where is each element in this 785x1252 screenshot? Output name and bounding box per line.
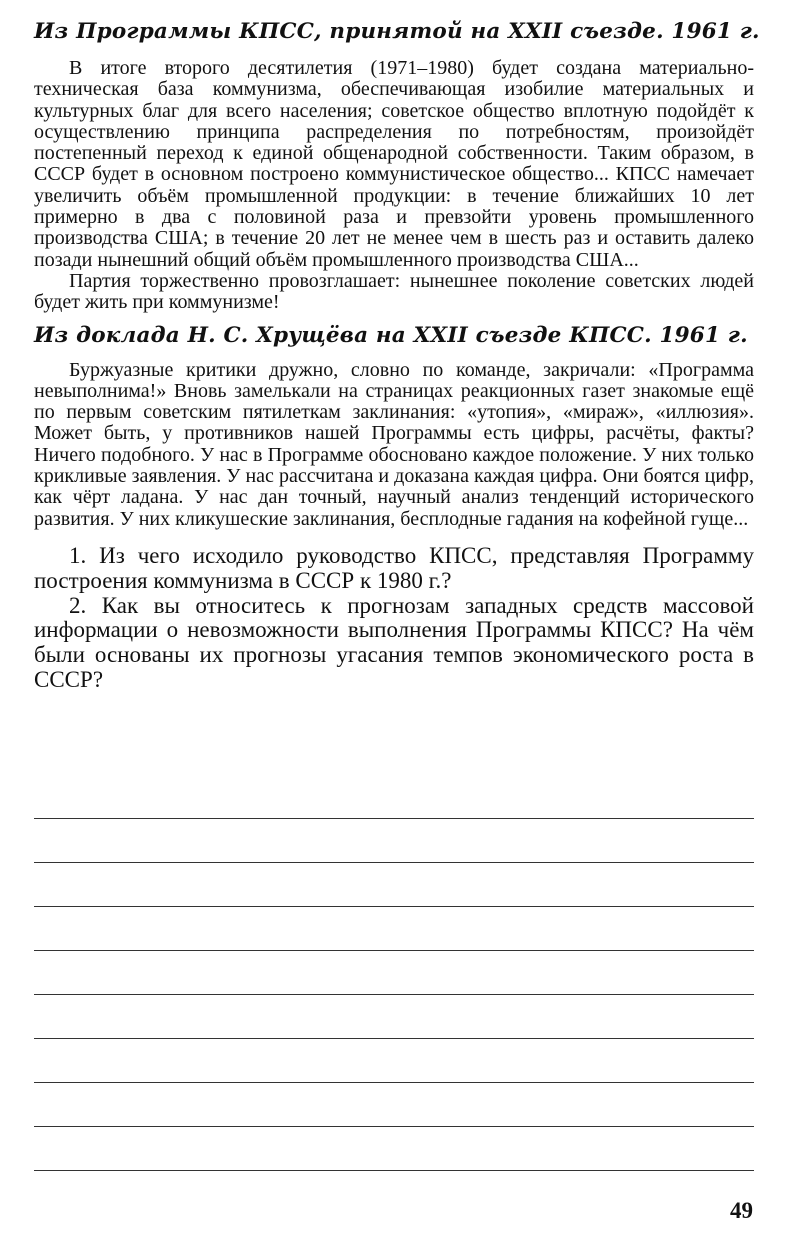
section2-paragraph-1: Буржуазные критики дружно, словно по команде, закричали: «Программа невыполнима!» Вновь замелькали на страницах реакционных газет знакомые ещё по первым советским пятилеткам заклинания: «утопия», «мираж», «иллюзия». Может быть, у противников нашей Программы есть цифры, расчёты, факты? Ничего подобного. У нас в Программе обосновано каждое положение. У них только крикливые заявления. У нас рассчитана и доказана каждая цифра. Они боятся цифр, как чёрт ладана. У нас дан точный, научный анализ тенденций исторического развития. У них кликушеские заклинания, бесплодные гадания на кофейной гуще... <box>34 358 754 530</box>
answer-line[interactable] <box>34 862 754 863</box>
answer-lines <box>34 818 754 1214</box>
section1-body <box>34 58 754 314</box>
answer-line[interactable] <box>34 1082 754 1083</box>
question-2: 2. Как вы относитесь к прогнозам западных средств массовой информации о невозможности выполнения Программы КПСС? На чём были основаны их прогнозы угасания темпов экономического роста в СССР? <box>34 592 754 692</box>
answer-line[interactable] <box>34 1038 754 1039</box>
answer-line[interactable] <box>34 906 754 907</box>
questions-block <box>34 544 754 693</box>
page-number: 49 <box>730 1198 753 1223</box>
section1-paragraph-2: Партия торжественно провозглашает: нынешнее поколение советских людей будет жить при коммунизме! <box>34 269 754 314</box>
question-1: 1. Из чего исходило руководство КПСС, представляя Программу построения коммунизма в СССР к 1980 г.? <box>34 542 754 593</box>
answer-line[interactable] <box>34 1170 754 1171</box>
section1-paragraph-1: В итоге второго десятилетия (1971–1980) будет создана материально-техническая база коммунизма, обеспечивающая изобилие материальных и культурных благ для всего населения; советское общество вплотную подойдёт к осуществлению принципа распределения по потребностям, произойдёт постепенный переход к единой общенародной собственности. Таким образом, в СССР будет в основном построено коммунистическое общество... КПСС намечает увеличить объём промышленной продукции: в течение ближайших 10 лет примерно в два с половиной раза и превзойти уровень промышленного производства США; в течение 20 лет не менее чем в шесть раз и оставить далеко позади нынешний общий объём промышленного производства США... <box>34 57 754 271</box>
answer-line[interactable] <box>34 1126 754 1127</box>
section2-body <box>34 360 754 530</box>
answer-line[interactable] <box>34 950 754 951</box>
textbook-page <box>34 18 760 693</box>
section2-heading: Из доклада Н. С. Хрущёва на XXII съезде КПСС. 1961 г. <box>34 322 748 348</box>
answer-line[interactable] <box>34 994 754 995</box>
answer-line[interactable] <box>34 818 754 819</box>
section1-heading: Из Программы КПСС, принятой на XXII съезде. 1961 г. <box>34 19 760 44</box>
